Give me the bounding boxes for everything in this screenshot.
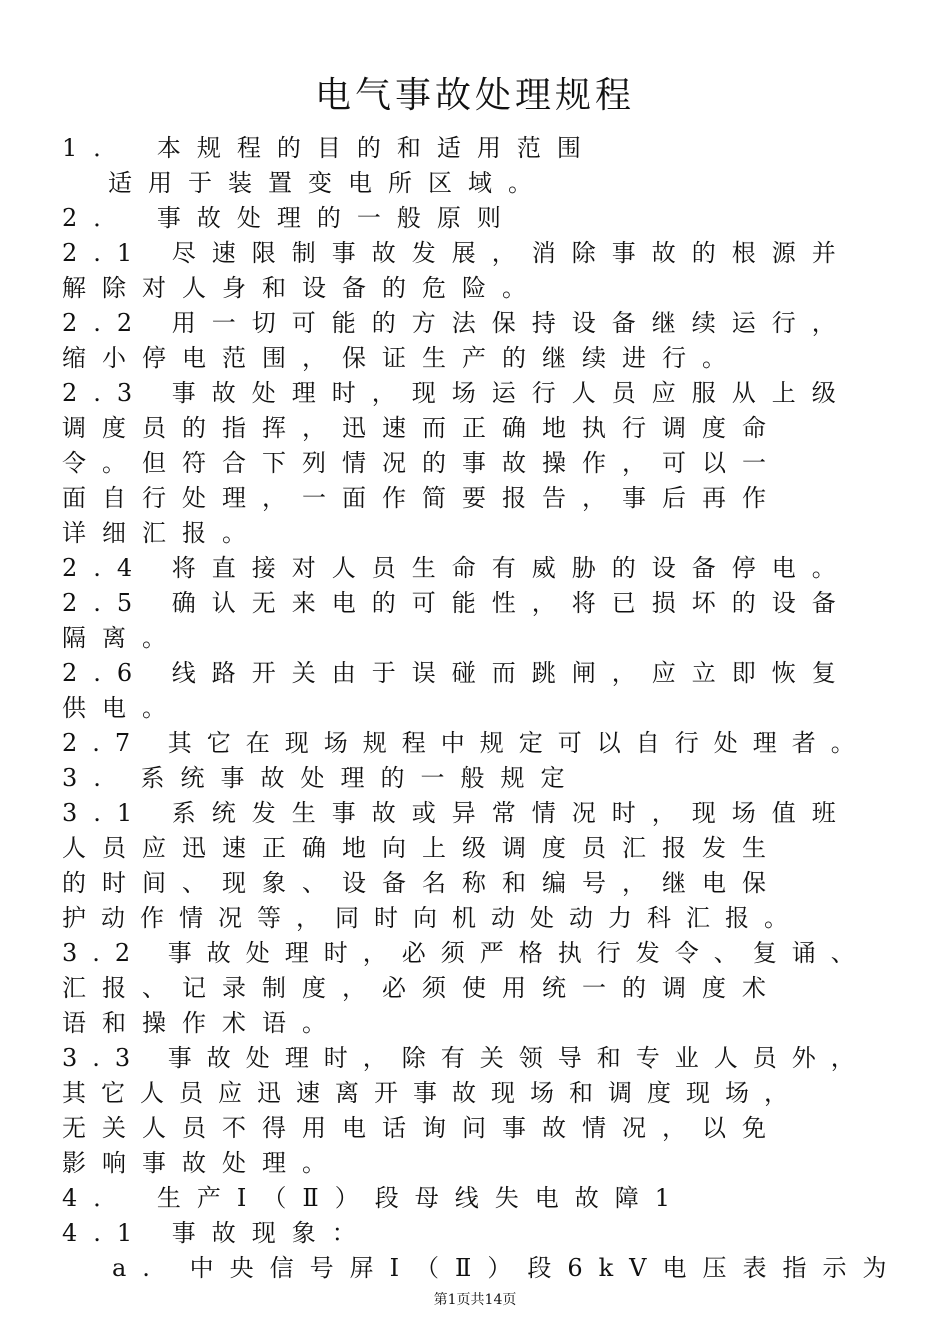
paragraph-line: 面自行处理，一面作简要报告，事后再作: [62, 484, 782, 512]
paragraph-line: 2.4 将直接对人员生命有威胁的设备停电。: [62, 554, 852, 582]
paragraph-line: 缩小停电范围，保证生产的继续进行。: [62, 344, 742, 372]
heading-4: 4． 生产Ⅰ（Ⅱ）段母线失电故障1: [62, 1184, 686, 1212]
paragraph-line: 隔离。: [62, 624, 182, 652]
paragraph-line: 2.2 用一切可能的方法保持设备继续运行，: [62, 309, 852, 337]
paragraph-line: 影响事故处理。: [62, 1149, 342, 1177]
paragraph-line: 调度员的指挥，迅速而正确地执行调度命: [62, 414, 782, 442]
paragraph-line: 供电。: [62, 694, 182, 722]
paragraph-line: 3.1 系统发生事故或异常情况时，现场值班: [62, 799, 852, 827]
paragraph-line: 语和操作术语。: [62, 1009, 342, 1037]
paragraph-line: 护动作情况等，同时向机动处动力科汇报。: [62, 904, 803, 932]
document-title: 电气事故处理规程: [314, 75, 635, 116]
paragraph-line: 无关人员不得用电话询问事故情况，以免: [62, 1114, 782, 1142]
paragraph-line: 汇报、记录制度，必须使用统一的调度术: [62, 974, 782, 1002]
paragraph-line: 详细汇报。: [62, 519, 262, 547]
paragraph-line: 3.3 事故处理时，除有关领导和专业人员外，: [62, 1044, 870, 1072]
paragraph-line: 其它人员应迅速离开事故现场和调度现场，: [62, 1079, 803, 1107]
heading-2: 2． 事故处理的一般原则: [62, 204, 517, 232]
paragraph-line: 2.3 事故处理时，现场运行人员应服从上级: [62, 379, 852, 407]
paragraph-line: 2.6 线路开关由于误碰而跳闸，应立即恢复: [62, 659, 852, 687]
paragraph-line: 2.7 其它在现场规程中规定可以自行处理者。: [62, 729, 870, 757]
paragraph-line: 2.1 尽速限制事故发展，消除事故的根源并: [62, 239, 852, 267]
paragraph-line: 3.2 事故处理时，必须严格执行发令、复诵、: [62, 939, 870, 967]
paragraph-line: 2.5 确认无来电的可能性，将已损坏的设备: [62, 589, 852, 617]
paragraph-line: 适用于装置变电所区域。: [108, 169, 548, 197]
paragraph-line: 解除对人身和设备的危险。: [62, 274, 542, 302]
paragraph-line: a. 中央信号屏Ⅰ（Ⅱ）段6kV电压表指示为: [112, 1254, 903, 1282]
paragraph-line: 人员应迅速正确地向上级调度员汇报发生: [62, 834, 782, 862]
paragraph-line: 令。但符合下列情况的事故操作，可以一: [62, 449, 782, 477]
heading-3: 3. 系统事故处理的一般规定: [62, 764, 581, 792]
paragraph-line: 的时间、现象、设备名称和编号，继电保: [62, 869, 782, 897]
heading-1: 1． 本规程的目的和适用范围: [62, 134, 597, 162]
page-footer: 第1页共14页: [433, 1292, 517, 1308]
paragraph-line: 4.1 事故现象：: [62, 1219, 372, 1247]
